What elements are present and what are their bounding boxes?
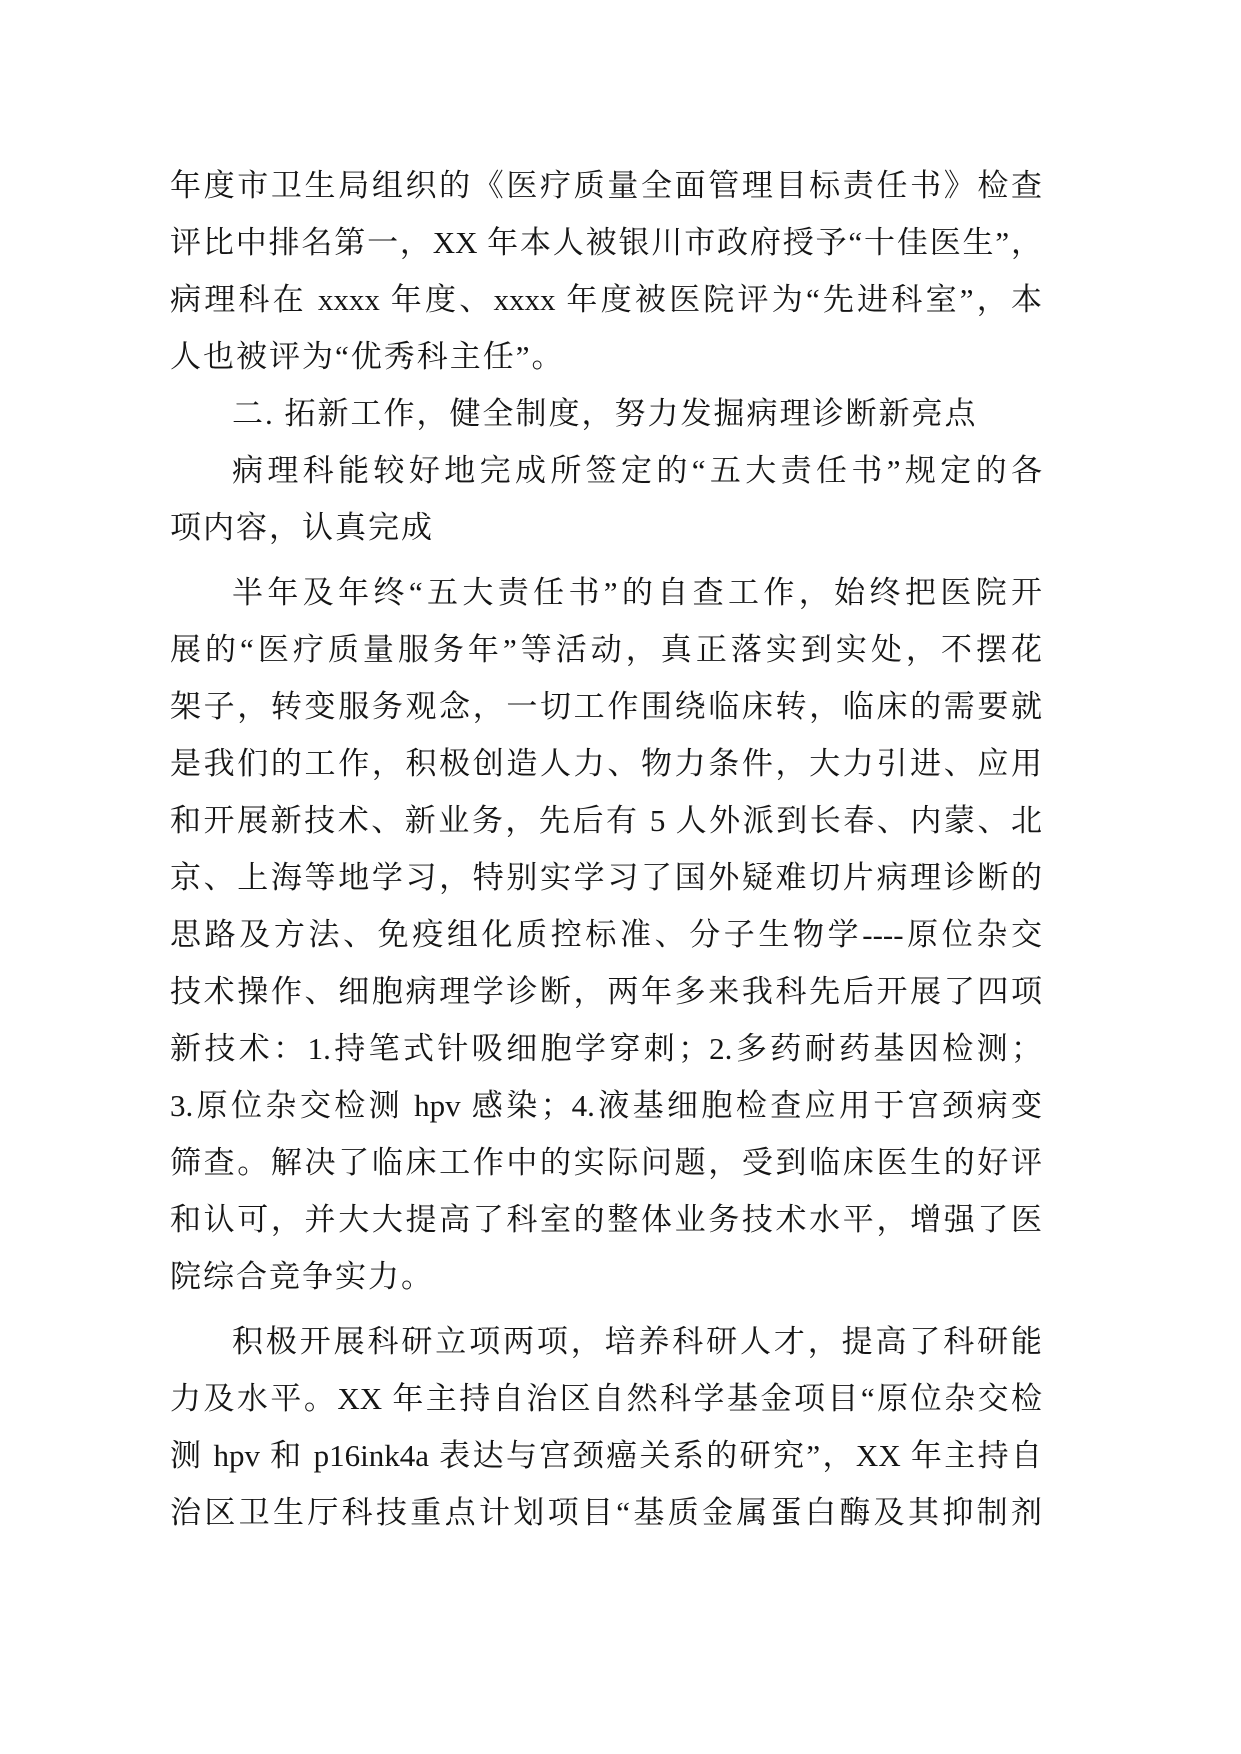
text-line: 技术操作、细胞病理学诊断，两年多来我科先后开展了四项 (170, 974, 1042, 1009)
text-line: 3.原位杂交检测 hpv 感染；4.液基细胞检查应用于宫颈病变 (170, 1088, 1042, 1123)
text-line: 积极开展科研立项两项，培养科研人才，提高了科研能 (232, 1324, 1042, 1359)
text-line: 项内容，认真完成 (170, 510, 434, 545)
text-line: 院综合竞争实力。 (170, 1259, 434, 1294)
text-line: 半年及年终“五大责任书”的自查工作，始终把医院开 (232, 575, 1042, 610)
text-line: 和认可，并大大提高了科室的整体业务技术水平，增强了医 (170, 1202, 1042, 1237)
paragraph (170, 564, 1042, 1305)
text-line: 展的“医疗质量服务年”等活动，真正落实到实处，不摆花 (170, 632, 1042, 667)
text-line: 京、上海等地学习，特别实学习了国外疑难切片病理诊断的 (170, 860, 1042, 895)
text-line: 架子，转变服务观念，一切工作围绕临床转，临床的需要就 (170, 689, 1042, 724)
text-line: 人也被评为“优秀科主任”。 (170, 339, 565, 374)
text-line: 新技术：1.持笔式针吸细胞学穿刺；2.多药耐药基因检测； (170, 1031, 1042, 1066)
text-line: 治区卫生厅科技重点计划项目“基质金属蛋白酶及其抑制剂 (170, 1495, 1042, 1530)
text-line: 思路及方法、免疫组化质控标准、分子生物学----原位杂交 (170, 917, 1042, 952)
text-line: 筛查。解决了临床工作中的实际问题，受到临床医生的好评 (170, 1145, 1042, 1180)
text-line: 和开展新技术、新业务，先后有 5 人外派到长春、内蒙、北 (170, 803, 1042, 838)
text-line: 评比中排名第一，XX 年本人被银川市政府授予“十佳医生”， (170, 225, 1042, 260)
paragraph (170, 442, 1042, 556)
section-heading (170, 385, 1042, 442)
text-line: 年度市卫生局组织的《医疗质量全面管理目标责任书》检查 (170, 168, 1042, 203)
text-line: 病理科在 xxxx 年度、xxxx 年度被医院评为“先进科室”，本 (170, 282, 1042, 317)
paragraph (170, 1313, 1042, 1541)
text-line: 是我们的工作，积极创造人力、物力条件，大力引进、应用 (170, 746, 1042, 781)
text-line: 测 hpv 和 p16ink4a 表达与宫颈癌关系的研究”，XX 年主持自 (170, 1438, 1042, 1473)
text-line: 力及水平。XX 年主持自治区自然科学基金项目“原位杂交检 (170, 1381, 1042, 1416)
body-text (170, 157, 1042, 1541)
text-line: 病理科能较好地完成所签定的“五大责任书”规定的各 (232, 453, 1042, 488)
paragraph (170, 157, 1042, 385)
heading-text: 二. 拓新工作，健全制度，努力发掘病理诊断新亮点 (232, 396, 978, 431)
